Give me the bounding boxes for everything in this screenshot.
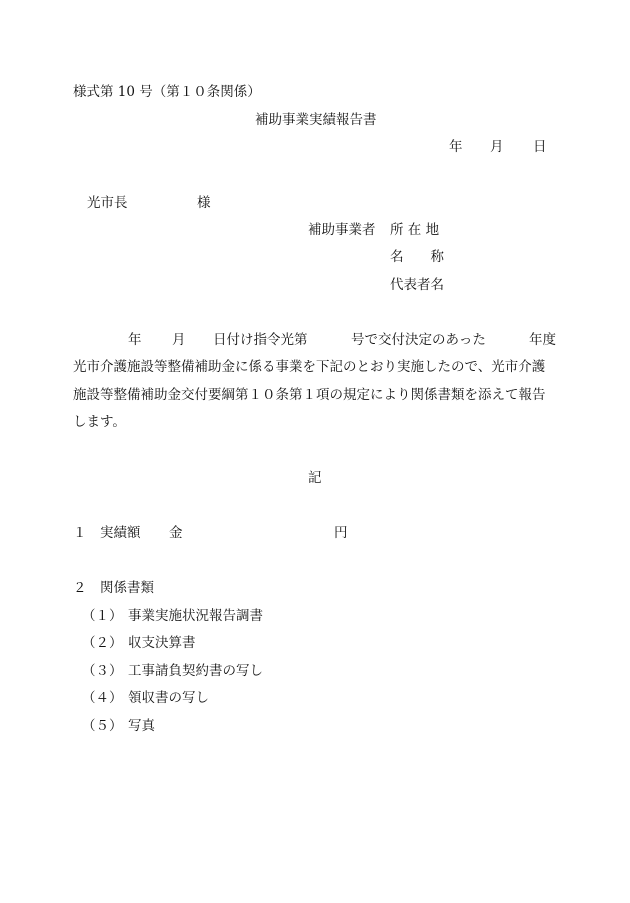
list-item-number: （２） bbox=[82, 635, 123, 651]
date-year: 年 bbox=[449, 139, 463, 155]
date-month: 月 bbox=[490, 139, 504, 155]
body-line-2: 光市介護施設等整備補助金に係る事業を下記のとおり実施したので、光市介護 bbox=[73, 359, 546, 375]
section-1-kin: 金 bbox=[169, 525, 183, 541]
body-line-4: します。 bbox=[73, 414, 126, 430]
applicant-address-label: 所 在 地 bbox=[390, 222, 440, 238]
applicant-label: 補助事業者 bbox=[308, 222, 376, 238]
list-item-text: 写真 bbox=[128, 718, 155, 734]
applicant-name-label: 名 称 bbox=[390, 249, 444, 265]
document-title: 補助事業実績報告書 bbox=[255, 112, 377, 128]
list-item-text: 工事請負契約書の写し bbox=[128, 663, 263, 679]
list-item-text: 領収書の写し bbox=[128, 690, 209, 706]
body-line-3: 施設等整備補助金交付要綱第１０条第１項の規定により関係書類を添えて報告 bbox=[73, 387, 546, 403]
body-month: 月 bbox=[172, 332, 186, 348]
list-item-text: 事業実施状況報告調書 bbox=[128, 608, 263, 624]
list-item-text: 収支決算書 bbox=[128, 635, 196, 651]
list-item-number: （４） bbox=[82, 690, 123, 706]
ki-heading: 記 bbox=[308, 470, 322, 486]
addressee-honorific: 様 bbox=[197, 195, 211, 211]
list-item-number: （１） bbox=[82, 608, 123, 624]
date-day: 日 bbox=[533, 139, 547, 155]
section-2-number: ２ bbox=[73, 580, 87, 596]
body-dated-designation: 日付け指令光第 bbox=[213, 332, 308, 348]
list-item-number: （５） bbox=[82, 718, 123, 734]
body-number-decision: 号で交付決定のあった bbox=[351, 332, 486, 348]
list-item-number: （３） bbox=[82, 663, 123, 679]
section-1-yen: 円 bbox=[334, 525, 348, 541]
section-1-label: 実績額 bbox=[100, 525, 141, 541]
body-fiscal-year: 年度 bbox=[529, 332, 556, 348]
section-1-number: １ bbox=[73, 525, 87, 541]
addressee-name: 光市長 bbox=[87, 195, 128, 211]
body-year: 年 bbox=[128, 332, 142, 348]
applicant-representative-label: 代表者名 bbox=[390, 277, 444, 293]
form-number-label: 様式第 10 号（第１０条関係） bbox=[73, 84, 261, 100]
section-2-label: 関係書類 bbox=[100, 580, 154, 596]
